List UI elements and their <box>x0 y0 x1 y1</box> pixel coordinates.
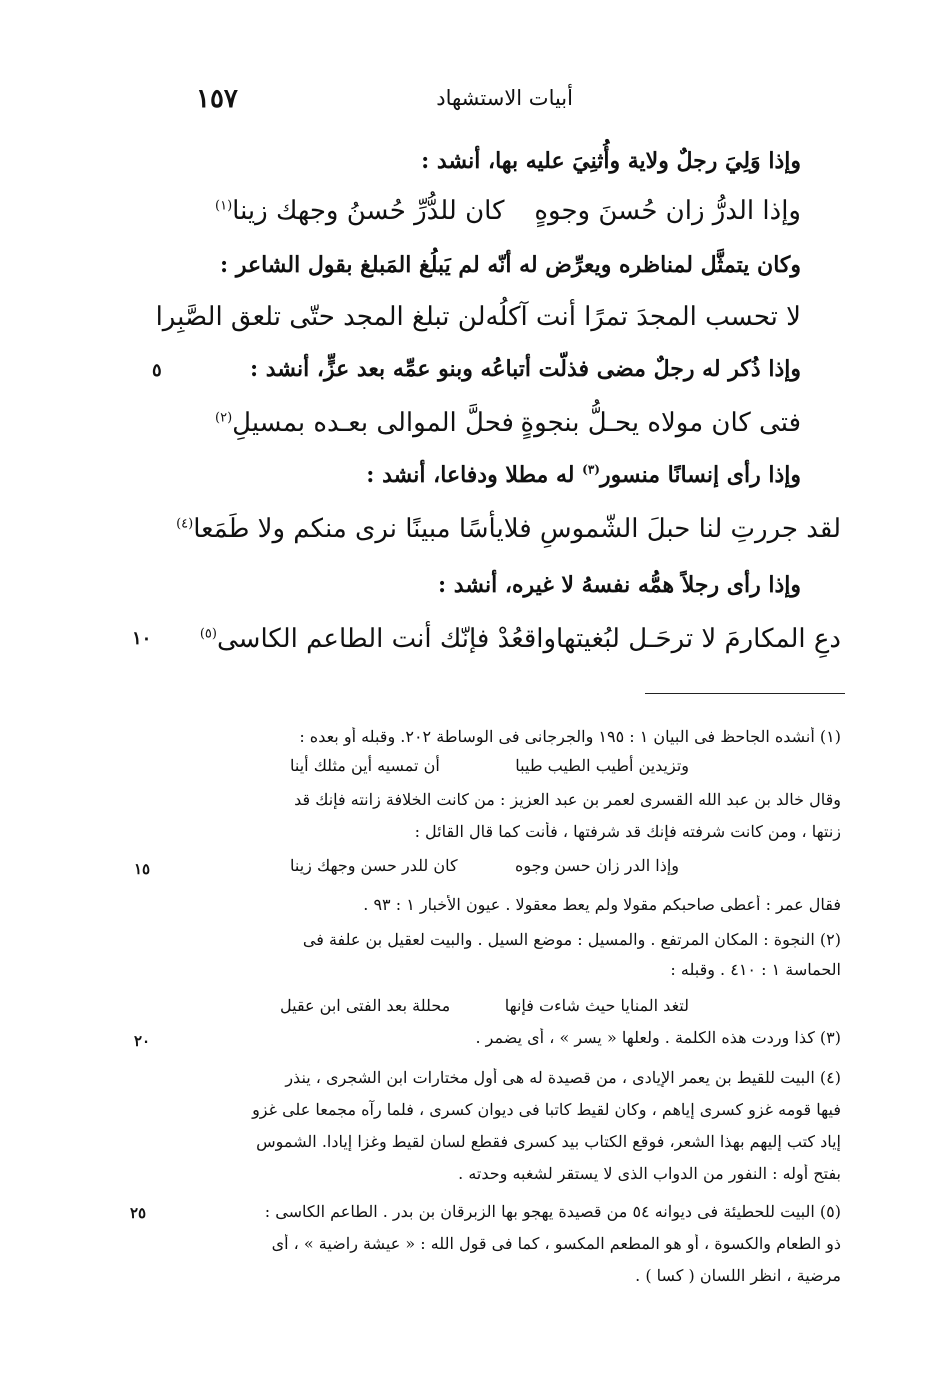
verse-2-second-hemistich: لن تبلغ المجد حتّى تلعق الصَّبِرا <box>155 302 486 332</box>
footnote-marker-4: (٤) <box>176 516 194 532</box>
footnote-5-line-2: ذو الطعام والكسوة ، أو هو المطعم المكسو ، كما فى قول الله : « عيشة راضية » ، أى <box>271 1234 841 1253</box>
prose-line-3: وإذا ذُكر له رجلٌ مضى فذلّت أتباعُه وبنو عمِّه بعد عزٍّ، أنشد : <box>250 356 801 382</box>
verse-1-second-hemistich <box>215 196 504 226</box>
line-number-15: ١٥ <box>134 860 151 878</box>
verse-3-second-hemistich <box>215 408 514 438</box>
prose-line-5: وإذا رأى رجلاً همُّه نفسهُ لا غيره، أنشد : <box>438 572 801 598</box>
prose-line-1: وإذا وَلِيَ رجلٌ ولاية وأُثنِيَ عليه بها، أنشد : <box>421 148 801 174</box>
footnote-1-line-1: (١) أنشده الجاحظ فى البيان ١ : ١٩٥ والجرجانى فى الوساطة ٢٠٢. وقبله أو بعده : <box>299 727 841 746</box>
verse-5-first-hemistich: دعِ المكارمَ لا ترحَـل لبُغيتها <box>556 624 841 654</box>
footnote-1-line-3: زنتها ، ومن كانت شرفته فإنك قد شرفتها ، فأنت كما قال القائل : <box>414 822 841 841</box>
footnote-marker-3: (٣) <box>582 462 600 477</box>
footnote-separator <box>645 693 845 694</box>
running-title: أبيات الاستشهاد <box>436 86 573 110</box>
footnote-1-line-4: فقال عمر : أعطى صاحبكم مقولا ولم يعط معقولا . عيون الأخبار ١ : ٩٣ . <box>363 895 841 914</box>
verse-1-second-text: كان للدُّرِّ حُسنُ وجهك زينا <box>232 196 505 226</box>
prose-line-4-end: له مطلا ودفاعا، أنشد : <box>366 462 583 488</box>
verse-4-second-text: يأسًا مبينًا نرى منكم ولا طَمَعا <box>193 514 504 544</box>
page-number: ١٥٧ <box>196 84 238 114</box>
footnote-2-verse-1 <box>280 996 689 1015</box>
footnote-4-line-3: إياد كتب إليهم بهذا الشعر، فوقع الكتاب بيد كسرى فقطع لسان لقيط وغزا إيادا. الشموس <box>256 1132 841 1151</box>
footnote-1-verse-2-second: كان للدر حسن وجهك زينا <box>290 856 458 875</box>
footnote-4-line-4: بفتح أوله : النفور من الدواب الذى لا يستقر لشغبه وحدته . <box>458 1164 841 1183</box>
verse-5-second-hemistich <box>200 624 556 654</box>
footnote-2-line-1: (٢) النجوة : المكان المرتفع . والمسيل : موضع السيل . والبيت لعقيل بن علفة فى <box>302 930 841 949</box>
footnote-4-line-2: فيها قومه غزو كسرى إياهم ، وكان لقيط كاتبا فى ديوان كسرى ، فلما رآه مجمعا على غزو <box>252 1100 841 1119</box>
footnote-2-verse-1-first: لتغد المنايا حيث شاءت فإنها <box>504 996 689 1015</box>
verse-3 <box>215 408 801 438</box>
verse-2-first-hemistich: لا تحسب المجدَ تمرًا أنت آكلُه <box>485 302 801 332</box>
footnote-2-line-2: الحماسة ١ : ٤١٠ . وقبله : <box>670 960 841 979</box>
footnote-1-verse-1 <box>290 756 689 775</box>
footnote-marker-2: (٢) <box>215 410 233 426</box>
verse-5-second-text: واقعُدْ فإنّك أنت الطاعم الكاسى <box>216 624 557 654</box>
verse-4 <box>176 514 841 544</box>
footnote-1-verse-2-first: وإذا الدر زان حسن وجوه <box>514 856 679 875</box>
verse-3-first-hemistich: فتى كان مولاه يحـلُّ بنجوةٍ <box>520 408 801 438</box>
verse-4-second-hemistich <box>176 514 504 544</box>
verse-3-second-text: فحلَّ الموالى بعـده بمسيلِ <box>232 408 514 438</box>
footnote-1-verse-2 <box>290 856 679 875</box>
prose-line-4-text: وإذا رأى إنسانًا منسور <box>599 462 801 488</box>
line-number-20: ٢٠ <box>134 1032 151 1050</box>
verse-5 <box>199 624 841 654</box>
verse-2 <box>155 302 801 332</box>
footnote-5-line-1: (٥) البيت للحطيئة فى ديوانه ٥٤ من قصيدة يهجو بها الزبرقان بن بدر . الطاعم الكاسى : <box>264 1202 841 1221</box>
verse-1-first-hemistich: وإذا الدرُّ زان حُسنَ وجوهٍ <box>534 196 801 226</box>
line-number-5: ٥ <box>152 360 162 381</box>
footnote-1-verse-1-first: وتزيدين أطيب الطيب طيبا <box>515 756 689 775</box>
footnote-marker-5: (٥) <box>199 626 217 642</box>
prose-line-4 <box>366 462 801 488</box>
line-number-10: ١٠ <box>132 628 152 649</box>
footnote-5-line-3: مرضية ، انظر اللسان ( كسا ) . <box>635 1266 841 1285</box>
prose-line-2: وكان يتمثَّل لمناظره ويعرِّض له أنّه لم يَبلُغ المَبلغ بقول الشاعر : <box>220 252 801 278</box>
footnote-2-verse-1-second: محللة بعد الفتى ابن عقيل <box>280 996 451 1015</box>
footnote-1-verse-1-second: أن تمسيه أين مثلك أينا <box>290 756 440 775</box>
footnote-marker-1: (١) <box>215 198 233 214</box>
footnote-3-line-1: (٣) كذا وردت هذه الكلمة . ولعلها « يسر » ، أى يضمر . <box>475 1028 841 1047</box>
footnote-4-line-1: (٤) البيت للقيط بن يعمر الإيادى ، من قصيدة له هى أول مختارات ابن الشجرى ، ينذر <box>285 1068 841 1087</box>
verse-1 <box>215 196 801 226</box>
line-number-25: ٢٥ <box>130 1204 147 1222</box>
verse-4-first-hemistich: لقد جررتِ لنا حبلَ الشّموسِ فلا <box>503 514 841 544</box>
footnote-1-line-2: وقال خالد بن عبد الله القسرى لعمر بن عبد العزيز : من كانت الخلافة زانته فإنك قد <box>294 790 841 809</box>
